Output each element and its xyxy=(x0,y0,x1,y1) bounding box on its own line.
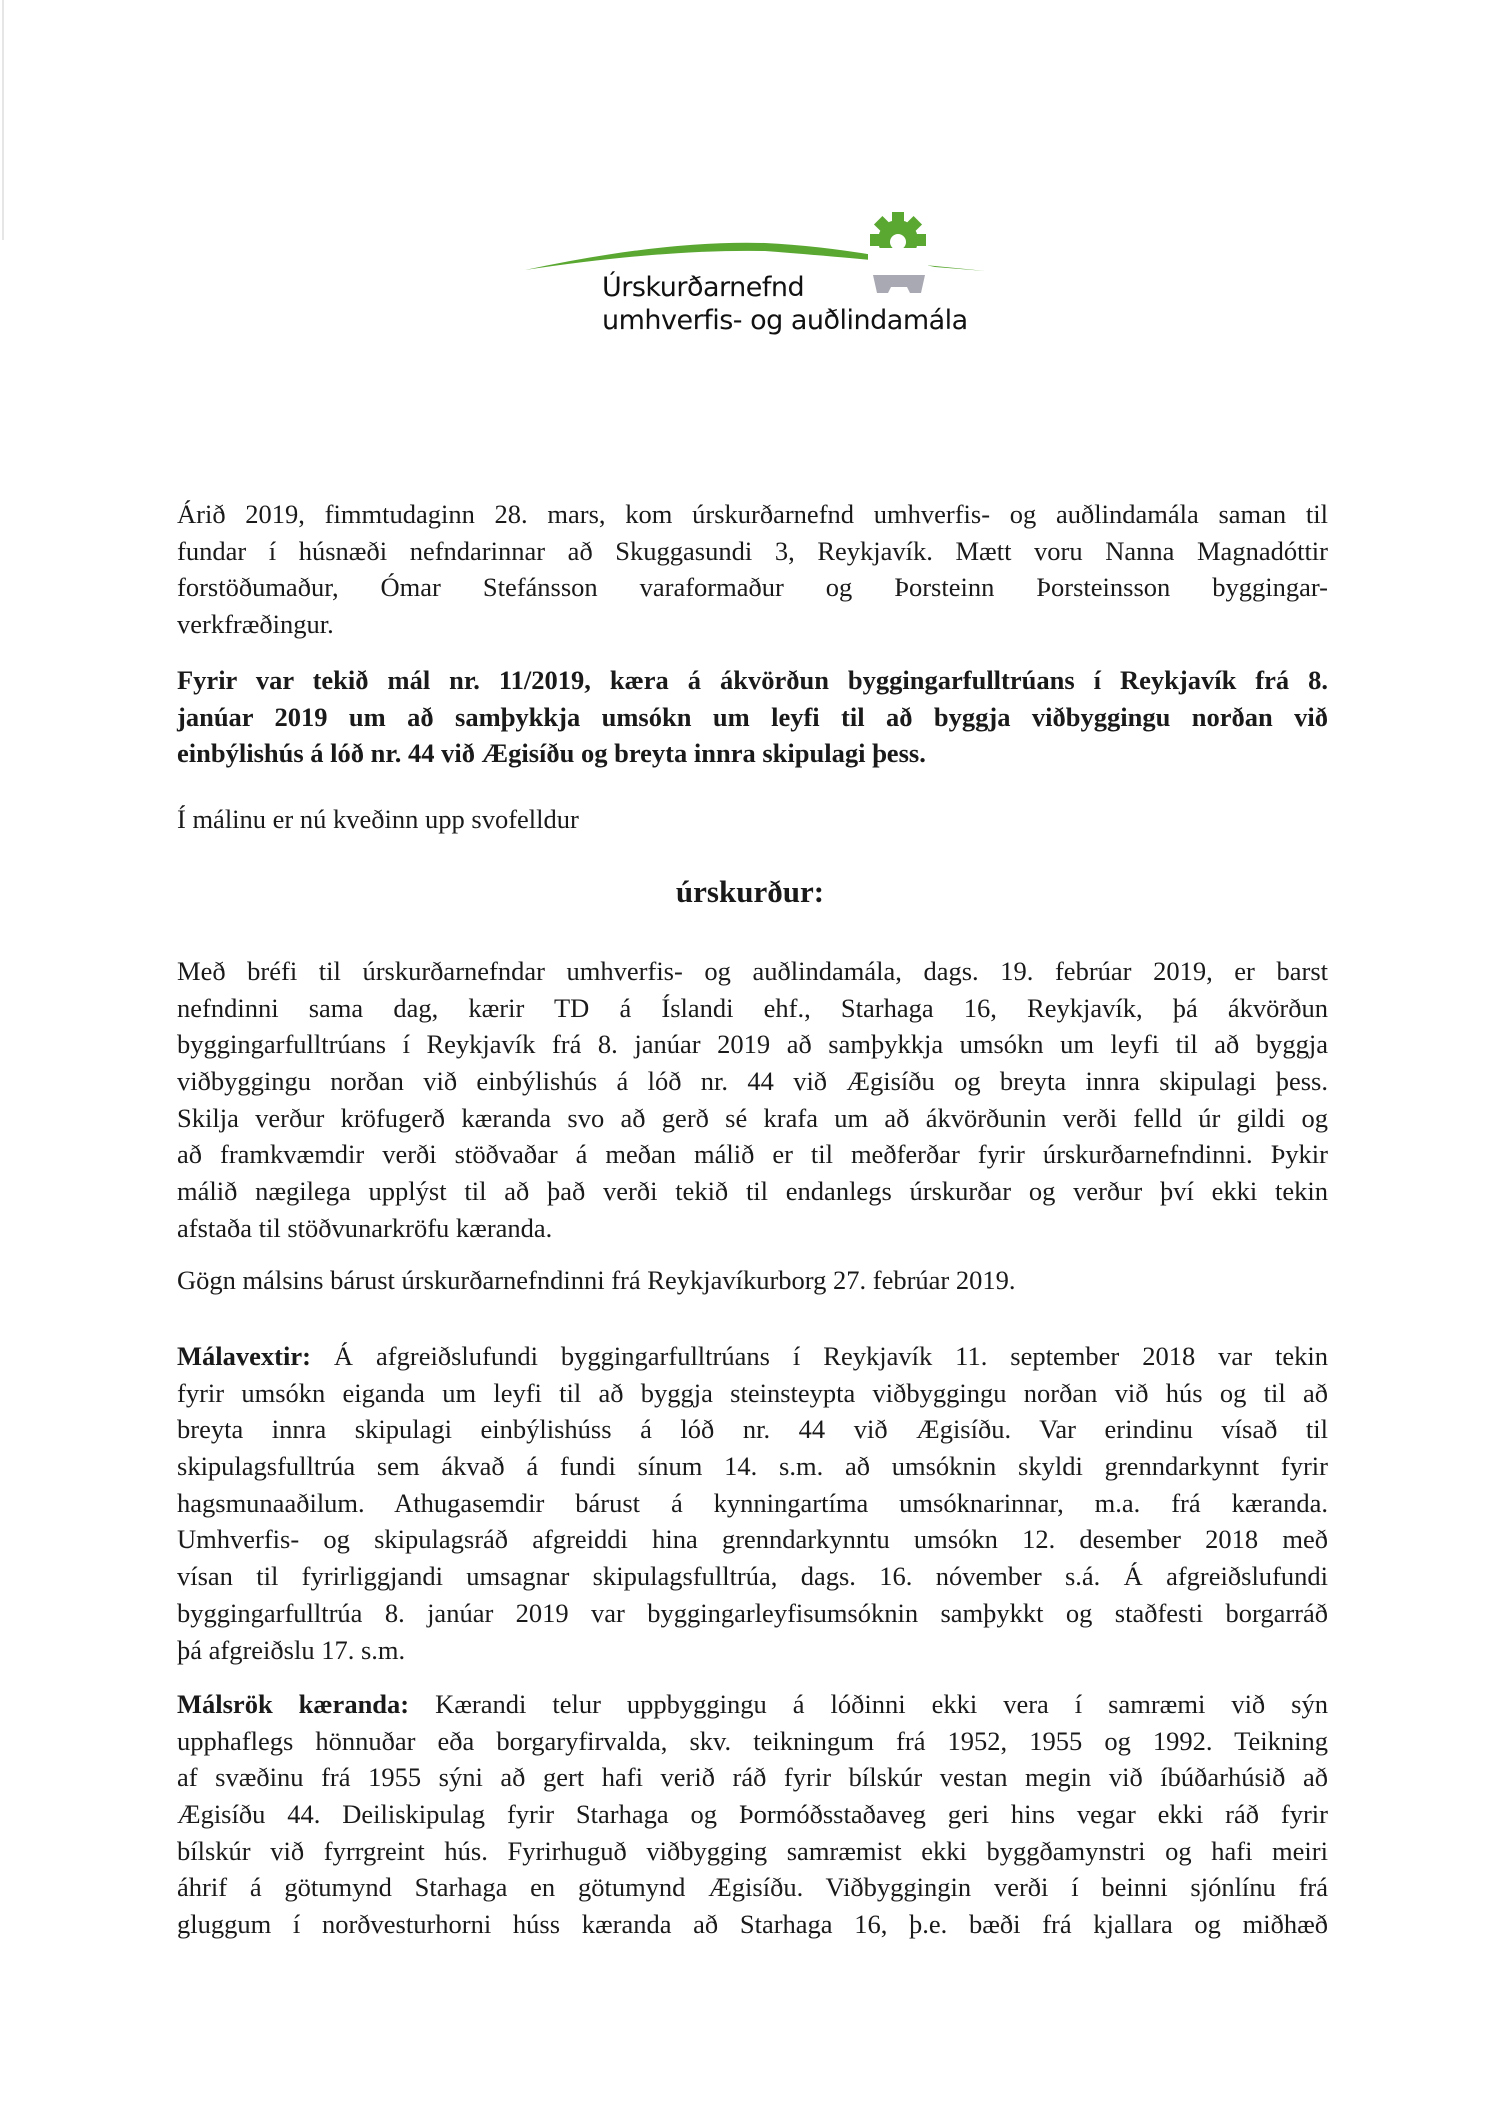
text-line: Árið 2019, fimmtudaginn 28. mars, kom úrskurðarnefnd umhverfis- og auðlindamála saman til xyxy=(177,499,1328,529)
text-line: afstaða til stöðvunarkröfu kæranda. xyxy=(177,1212,553,1243)
text-line: einbýlishús á lóð nr. 44 við Ægisíðu og breyta innra skipulagi þess. xyxy=(177,738,926,769)
text-line: þá afgreiðslu 17. s.m. xyxy=(177,1634,406,1665)
logo-text-line2: umhverfis- og auðlindamála xyxy=(602,305,968,336)
text-line: málið nægilega upplýst til að það verði tekið til endanlegs úrskurðar og verður því ekki tekin xyxy=(177,1176,1328,1207)
text-line: Umhverfis- og skipulagsráð afgreiddi hina grenndarkynntu umsókn 12. desember 2018 með xyxy=(177,1524,1328,1555)
facts-paragraph xyxy=(177,1338,1328,1668)
arguments-paragraph xyxy=(177,1686,1328,1943)
text-line: byggingarfulltrúa 8. janúar 2019 var byggingarleyfisumsóknin samþykkt og staðfesti borgarráð xyxy=(177,1597,1328,1628)
text-line: janúar 2019 um að samþykkja umsókn um leyfi til að byggja viðbyggingu norðan við xyxy=(177,701,1328,732)
text-line: verkfræðingur. xyxy=(177,609,334,640)
ruling-heading: úrskurður: xyxy=(675,874,825,909)
text-line: Fyrir var tekið mál nr. 11/2019, kæra á ákvörðun byggingarfulltrúans í Reykjavík frá 8. xyxy=(177,665,1328,695)
text-line: fundar í húsnæði nefndarinnar að Skuggasundi 3, Reykjavík. Mætt voru Nanna Magnadóttir xyxy=(177,535,1328,566)
text-line: upphaflegs hönnuðar eða borgaryfirvalda, skv. teikningum frá 1952, 1955 og 1992. Teikning xyxy=(177,1725,1328,1756)
text-line: Gögn málsins bárust úrskurðarnefndinni frá Reykjavíkurborg 27. febrúar 2019. xyxy=(177,1265,1016,1295)
text-line: að framkvæmdir verði stöðvaðar á meðan málið er til meðferðar fyrir úrskurðarnefndinni. Þykir xyxy=(177,1139,1328,1170)
text-line: fyrir umsókn eiganda um leyfi til að byggja steinsteypta viðbyggingu norðan við hús og til að xyxy=(177,1377,1328,1408)
text-line: viðbyggingu norðan við einbýlishús á lóð nr. 44 við Ægisíðu og breyta innra skipulagi þess. xyxy=(177,1066,1328,1097)
text-line: Ægisíðu 44. Deiliskipulag fyrir Starhaga og Þormóðsstaðaveg geri hins vegar ekki ráð fyrir xyxy=(177,1799,1328,1830)
text-line: Kærandi telur uppbyggingu á lóðinni ekki vera í samræmi við sýn xyxy=(409,1689,1328,1719)
ruling-intro xyxy=(177,801,1328,838)
facts-lead: Málavextir: xyxy=(177,1341,311,1371)
text-line: Skilja verður kröfugerð kæranda svo að gerð sé krafa um að ákvörðunin verði felld úr gildi og xyxy=(177,1102,1328,1133)
scan-edge-mark xyxy=(2,0,4,240)
text-line: vísan til fyrirliggjandi umsagnar skipulagsfulltrúa, dags. 16. nóvember s.á. Á afgreiðslufundi xyxy=(177,1561,1328,1592)
arguments-lead: Málsrök kæranda: xyxy=(177,1689,410,1719)
text-line: af svæðinu frá 1955 sýni að gert hafi verið ráð fyrir bílskúr vestan megin við íbúðarhúsið að xyxy=(177,1762,1328,1793)
complaint-paragraph xyxy=(177,953,1328,1247)
text-line: forstöðumaður, Ómar Stefánsson varaformaður og Þorsteinn Þorsteinsson byggingar- xyxy=(177,572,1328,603)
text-line: byggingarfulltrúans í Reykjavík frá 8. janúar 2019 að samþykkja umsókn um leyfi til að byggja xyxy=(177,1029,1328,1060)
text-line: bílskúr við fyrrgreint hús. Fyrirhuguð viðbygging samræmist ekki byggðamynstri og hafi meiri xyxy=(177,1835,1328,1866)
text-line: Með bréfi til úrskurðarnefndar umhverfis- og auðlindamála, dags. 19. febrúar 2019, er barst xyxy=(177,956,1328,986)
text-line: áhrif á götumynd Starhaga en götumynd Ægisíðu. Viðbyggingin verði í beinni sjónlínu frá xyxy=(177,1872,1328,1903)
text-line: skipulagsfulltrúa sem ákvað á fundi sínum 14. s.m. að umsóknin skyldi grenndarkynnt fyrir xyxy=(177,1451,1328,1482)
text-line: nefndinni sama dag, kærir TD á Íslandi ehf., Starhaga 16, Reykjavík, þá ákvörðun xyxy=(177,992,1328,1023)
documents-paragraph xyxy=(177,1262,1328,1299)
text-line: gluggum í norðvesturhorni húss kæranda að Starhaga 16, þ.e. bæði frá kjallara og miðhæð xyxy=(177,1909,1328,1940)
text-line: breyta innra skipulagi einbýlishúss á lóð nr. 44 við Ægisíðu. Var erindinu vísað til xyxy=(177,1414,1328,1445)
text-line: Í málinu er nú kveðinn upp svofelldur xyxy=(177,804,579,834)
logo-text-line1: Úrskurðarnefnd xyxy=(602,272,805,303)
intro-paragraph xyxy=(177,496,1328,643)
text-line: hagsmunaaðilum. Athugasemdir bárust á kynningartíma umsóknarinnar, m.a. frá kæranda. xyxy=(177,1487,1328,1518)
case-title-paragraph xyxy=(177,662,1328,772)
text-line: Á afgreiðslufundi byggingarfulltrúans í Reykjavík 11. september 2018 var tekin xyxy=(310,1341,1328,1371)
